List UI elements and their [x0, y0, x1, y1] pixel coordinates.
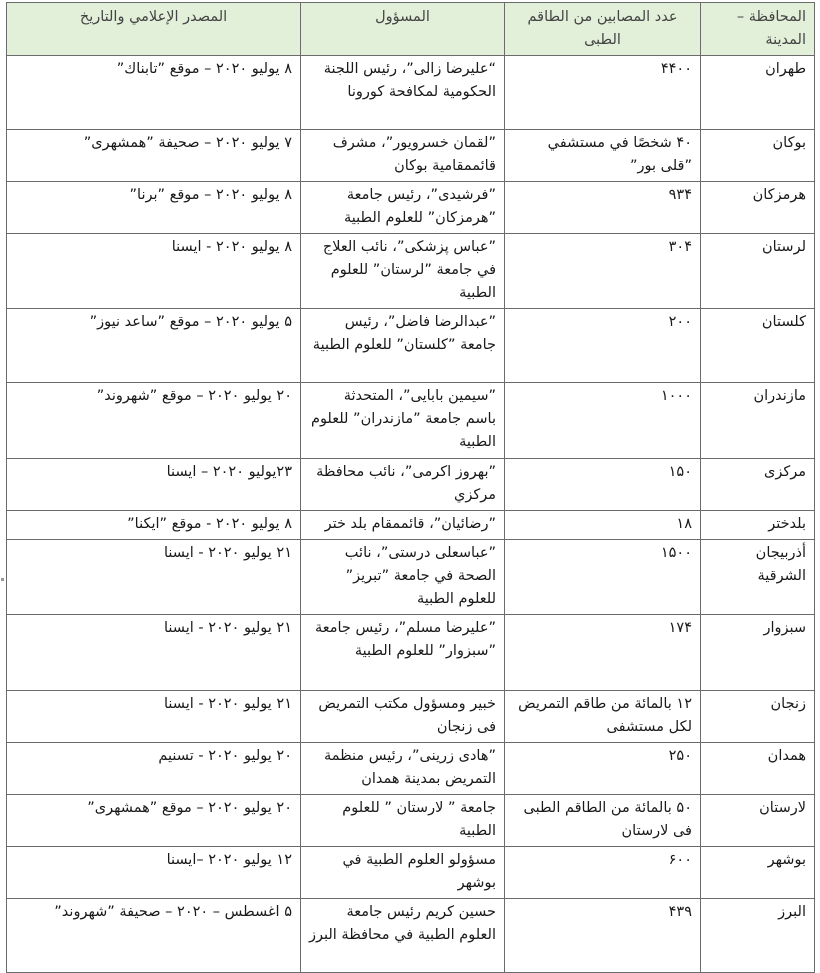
cell-source: ۸ يوليو ۲۰۲۰ - ايسنا — [7, 234, 301, 309]
table-body — [7, 56, 815, 973]
cell-official: “عليرضا زالى”، رئيس اللجنة الحكومية لمكافحة كورونا — [301, 56, 505, 130]
cell-city: بوشهر — [701, 847, 815, 899]
cell-city: زنجان — [701, 691, 815, 743]
cell-city: سبزوار — [701, 615, 815, 691]
cell-official: ”عليرضا مسلم”، رئيس جامعة ”سبزوار” للعلوم الطبية — [301, 615, 505, 691]
cell-official: ”عباسعلى درستى”، نائب الصحة في جامعة ”تبريز” للعلوم الطبية — [301, 540, 505, 615]
page-edge-mark — [1, 578, 4, 581]
cell-city: لرستان — [701, 234, 815, 309]
cell-city: البرز — [701, 899, 815, 973]
header-row — [7, 3, 815, 56]
cell-official: ”بهروز اكرمى”، نائب محافظة مركزي — [301, 459, 505, 511]
cell-source: ۱۲ يوليو ۲۰۲۰ –ايسنا — [7, 847, 301, 899]
cell-official: جامعة ” لارستان ” للعلوم الطبية — [301, 795, 505, 847]
table-row — [7, 309, 815, 383]
cell-city: مازندران — [701, 383, 815, 459]
cell-source: ۲۰ يوليو ۲۰۲۰ – موقع ”شهروند” — [7, 383, 301, 459]
cell-count: ۵۰ بالمائة من الطاقم الطبى فى لارستان — [505, 795, 701, 847]
document-page — [6, 2, 814, 973]
cell-count: ۱۷۴ — [505, 615, 701, 691]
table-row — [7, 540, 815, 615]
table-row — [7, 234, 815, 309]
cell-count: ۶۰۰ — [505, 847, 701, 899]
cell-city: أذربيجان الشرقية — [701, 540, 815, 615]
cell-source: ۷ يوليو ۲۰۲۰ – صحيفة ”همشهرى” — [7, 130, 301, 182]
cell-source: ۵ يوليو ۲۰۲۰ – موقع ”ساعد نيوز” — [7, 309, 301, 383]
cell-city: همدان — [701, 743, 815, 795]
table-row — [7, 511, 815, 540]
cell-official: ”لقمان خسرويور”، مشرف قائممقامية بوكان — [301, 130, 505, 182]
cell-source: ۸ يوليو ۲۰۲۰ - موقع ”ايكنا” — [7, 511, 301, 540]
cell-count: ۱۵۰۰ — [505, 540, 701, 615]
cell-official: خبير ومسؤول مكتب التمريض فى زنجان — [301, 691, 505, 743]
header-source: المصدر الإعلامي والتاريخ — [7, 3, 301, 56]
cell-official: ”رضائيان”، قائممقام بلد ختر — [301, 511, 505, 540]
cell-count: ۴۳۹ — [505, 899, 701, 973]
cell-city: كلستان — [701, 309, 815, 383]
cell-city: بوكان — [701, 130, 815, 182]
table-row — [7, 795, 815, 847]
cell-count: ۴۴۰۰ — [505, 56, 701, 130]
table-row — [7, 899, 815, 973]
cell-count: ۲۵۰ — [505, 743, 701, 795]
table-row — [7, 847, 815, 899]
cell-count: ۱۲ بالمائة من طاقم التمريض لكل مستشفى — [505, 691, 701, 743]
cell-count: ۱۰۰۰ — [505, 383, 701, 459]
cell-source: ۲۱ يوليو ۲۰۲۰ - ايسنا — [7, 691, 301, 743]
cell-city: لارستان — [701, 795, 815, 847]
table-row — [7, 383, 815, 459]
cell-source: ۲۱ يوليو ۲۰۲۰ - ايسنا — [7, 615, 301, 691]
table-row — [7, 459, 815, 511]
cell-official: حسين كريم رئيس جامعة العلوم الطبية في محافظة البرز — [301, 899, 505, 973]
cell-city: مركزى — [701, 459, 815, 511]
cell-count: ۳۰۴ — [505, 234, 701, 309]
cell-city: هرمزكان — [701, 182, 815, 234]
header-official: المسؤول — [301, 3, 505, 56]
cell-official: ”عباس پزشكى”، نائب العلاج في جامعة ”لرستان” للعلوم الطبية — [301, 234, 505, 309]
cell-source: ۸ يوليو ۲۰۲۰ – موقع ”برنا” — [7, 182, 301, 234]
cell-official: ”عبدالرضا فاضل”، رئيس جامعة ”كلستان” للعلوم الطبية — [301, 309, 505, 383]
cell-count: ۲۰۰ — [505, 309, 701, 383]
cell-official: مسؤولو العلوم الطبية في بوشهر — [301, 847, 505, 899]
table-row — [7, 743, 815, 795]
cell-source: ۲۳يوليو ۲۰۲۰ – ايسنا — [7, 459, 301, 511]
cell-count: ۱۸ — [505, 511, 701, 540]
cell-source: ۸ يوليو ۲۰۲۰ – موقع ”تابناك” — [7, 56, 301, 130]
medical-staff-infections-table — [6, 2, 815, 973]
table-row — [7, 182, 815, 234]
table-row — [7, 56, 815, 130]
cell-source: ۲۰ يوليو ۲۰۲۰ – موقع ”همشهرى” — [7, 795, 301, 847]
cell-city: طهران — [701, 56, 815, 130]
cell-source: ۵ اغسطس – ۲۰۲۰ – صحيفة ”شهروند” — [7, 899, 301, 973]
cell-count: ۱۵۰ — [505, 459, 701, 511]
table-row — [7, 691, 815, 743]
cell-count: ۴۰ شخصًا في مستشفي ”قلى بور” — [505, 130, 701, 182]
cell-source: ۲۱ يوليو ۲۰۲۰ - ايسنا — [7, 540, 301, 615]
cell-source: ۲۰ يوليو ۲۰۲۰ - تسنيم — [7, 743, 301, 795]
cell-city: بلدختر — [701, 511, 815, 540]
table-header — [7, 3, 815, 56]
header-city: المحافظة – المدينة — [701, 3, 815, 56]
cell-official: ”فرشيدى”، رئيس جامعة ”هرمزكان” للعلوم الطبية — [301, 182, 505, 234]
cell-count: ۹۳۴ — [505, 182, 701, 234]
table-row — [7, 130, 815, 182]
header-count: عدد المصابين من الطاقم الطبى — [505, 3, 701, 56]
cell-official: ”هادى زرينى”، رئيس منظمة التمريض بمدينة همدان — [301, 743, 505, 795]
cell-official: ”سيمين بابايى”، المتحدثة باسم جامعة ”مازندران” للعلوم الطبية — [301, 383, 505, 459]
table-row — [7, 615, 815, 691]
